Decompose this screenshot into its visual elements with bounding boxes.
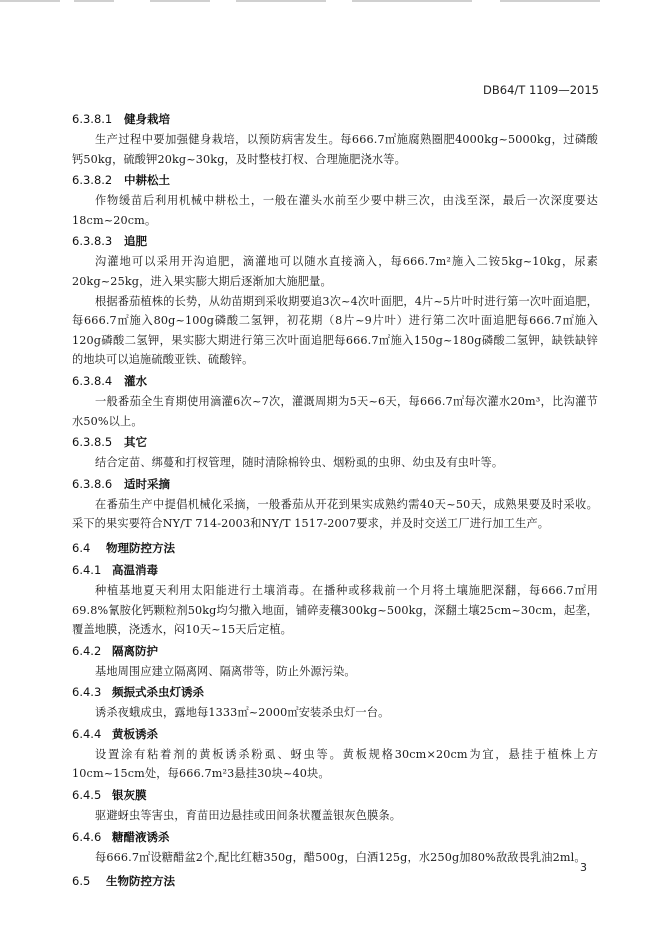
section-heading-6-3-8-6: 6.3.8.6 适时采摘: [72, 476, 170, 491]
paragraph: 生产过程中要加强健身栽培，以预防病害发生。每666.7㎡施腐熟圈肥4000kg~5000kg，过磷酸钙50kg，硫酸钾20kg~30kg，及时整枝打杈、合理施肥浇水等。: [72, 133, 598, 166]
paragraph: 设置涂有粘着剂的黄板诱杀粉虱、蚜虫等。黄板规格30cm×20cm为宜，悬挂于植株上方10cm~15cm处，每666.7m²3悬挂30块~40块。: [72, 747, 598, 781]
section-heading-6-3-8-3: 6.3.8.3 追肥: [72, 234, 147, 249]
paragraph: 种植基地夏天利用太阳能进行土壤消毒。在播种或移栽前一个月将土壤施肥深翻，每666.7㎡用69.8%氰胺化钙颗粒剂50kg均匀撒入地面，铺碎麦穰300kg~500kg，深翻土壤25cm~30cm，起垄，覆盖地膜，浇透水，闷10天~15天后定植。: [72, 583, 598, 637]
section-heading-6-4-1: 6.4.1 高温消毒: [72, 562, 158, 577]
paragraph: 一般番茄全生育期使用滴灌6次~7次，灌溉周期为5天~6天，每666.7㎡每次灌水20m³，比沟灌节水50%以上。: [72, 394, 598, 428]
section-heading-6-4-3: 6.4.3 频振式杀虫灯诱杀: [72, 685, 204, 700]
paragraph: 在番茄生产中提倡机械化采摘，一般番茄从开花到果实成熟约需40天~50天，成熟果要及时采收。采下的果实要符合NY/T 714-2003和NY/T 1517-2007要求，并及时交送工厂进行加工生产。: [72, 497, 598, 531]
section-heading-6-3-8-1: 6.3.8.1 健身栽培: [72, 112, 170, 126]
paragraph: 根据番茄植株的长势，从幼苗期到采收期要追3次~4次叶面肥，4片~5片叶时进行第一次叶面追肥，每666.7㎡施入80g~100g磷酸二氢钾，初花期（8片~9片叶）进行第二次叶面追肥每666.7㎡施入120g磷酸二氢钾，果实膨大期进行第三次叶面追肥每666.7㎡施入150g~180g磷酸二氢钾，缺铁缺锌的地块可以追施硫酸亚铁、硫酸锌。: [72, 294, 598, 367]
paragraph: 基地周围应建立隔离网、隔离带等，防止外源污染。: [95, 664, 356, 678]
section-heading-6-3-8-4: 6.3.8.4 灌水: [72, 373, 147, 388]
section-heading-6-4-4: 6.4.4 黄板诱杀: [72, 726, 158, 741]
page-number: 3: [580, 861, 587, 874]
section-heading-6-4: 6.4 物理防控方法: [72, 540, 175, 555]
section-heading-6-4-6: 6.4.6 糖醋液诱杀: [72, 829, 170, 844]
section-heading-6-5: 6.5 生物防控方法: [72, 874, 175, 889]
section-heading-6-4-5: 6.4.5 银灰膜: [72, 788, 147, 803]
section-heading-6-3-8-2: 6.3.8.2 中耕松土: [72, 173, 170, 188]
paragraph: 驱避蚜虫等害虫，育苗田边悬挂或田间条状覆盖银灰色膜条。: [95, 809, 402, 823]
section-heading-6-3-8-5: 6.3.8.5 其它: [72, 435, 147, 450]
document-code: DB64/T 1109—2015: [483, 83, 599, 97]
paragraph: 沟灌地可以采用开沟追肥，滴灌地可以随水直接滴入，每666.7m²施入二铵5kg~10kg，尿素20kg~25kg，进入果实膨大期后逐渐加大施肥量。: [72, 255, 598, 288]
paragraph: 结合定苗、绑蔓和打杈管理，随时清除棉铃虫、烟粉虱的虫卵、幼虫及有虫叶等。: [95, 456, 504, 470]
section-heading-6-4-2: 6.4.2 隔离防护: [72, 643, 158, 658]
paragraph: 诱杀夜蛾成虫，露地每1333㎡~2000㎡安装杀虫灯一台。: [95, 706, 390, 720]
paragraph: 作物缓苗后利用机械中耕松土，一般在灌头水前至少要中耕三次，由浅至深，最后一次深度要达18cm~20cm。: [72, 194, 598, 227]
document-body: [72, 108, 598, 892]
top-edge-rule: [0, 0, 662, 3]
paragraph: 每666.7㎡设糖醋盆2个,配比红糖350g，醋500g，白酒125g，水250g加80%敌敌畏乳油2ml。: [95, 850, 586, 864]
